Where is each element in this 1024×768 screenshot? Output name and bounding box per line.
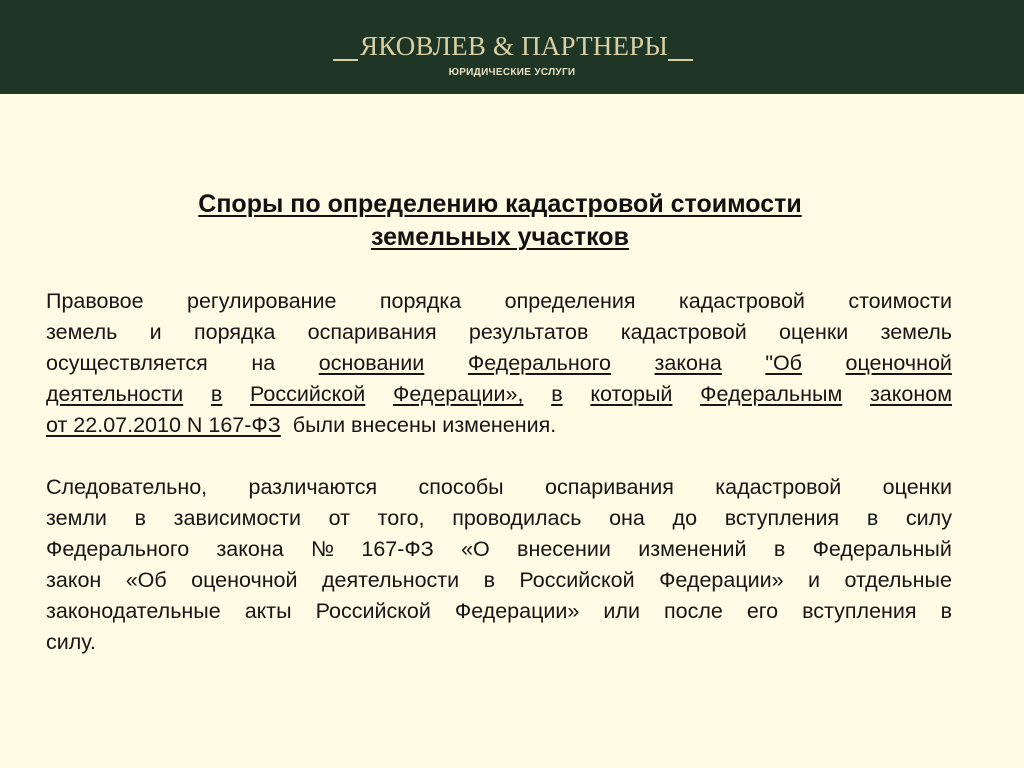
word: результатов bbox=[468, 320, 589, 344]
word: закон bbox=[46, 568, 102, 592]
word: зависимости bbox=[173, 506, 302, 530]
word: земель bbox=[880, 320, 952, 344]
brand-subtitle: ЮРИДИЧЕСКИЕ УСЛУГИ bbox=[448, 67, 576, 78]
paragraph-line bbox=[46, 596, 952, 627]
paragraph-line bbox=[46, 286, 952, 317]
word: стоимости bbox=[848, 289, 952, 313]
word: силу. bbox=[46, 630, 96, 654]
paragraph-line bbox=[46, 503, 952, 534]
word: Федерации» bbox=[454, 599, 580, 623]
word: Российской bbox=[519, 568, 635, 592]
word: законодательные bbox=[46, 599, 221, 623]
word: порядка bbox=[379, 289, 462, 313]
word: в bbox=[866, 506, 879, 530]
word: силу bbox=[905, 506, 952, 530]
law-link-word[interactable]: закона bbox=[654, 351, 722, 375]
law-link-word[interactable]: Федеральным bbox=[700, 382, 843, 406]
paragraph-dispute-methods bbox=[46, 472, 952, 658]
word: оспаривания bbox=[307, 320, 437, 344]
word: различаются bbox=[248, 475, 378, 499]
law-link-word[interactable]: оценочной bbox=[845, 351, 952, 375]
slide-title bbox=[60, 188, 940, 254]
word: и bbox=[808, 568, 821, 592]
law-link-word[interactable]: деятельности bbox=[46, 382, 184, 406]
word: оценки bbox=[779, 320, 849, 344]
paragraph-line bbox=[46, 627, 952, 658]
word: способы bbox=[418, 475, 504, 499]
word: от bbox=[328, 506, 351, 530]
word: она bbox=[609, 506, 645, 530]
paragraph-line bbox=[46, 565, 952, 596]
law-link-amendment[interactable]: от 22.07.2010 N 167-ФЗ bbox=[46, 413, 281, 437]
word: Российской bbox=[315, 599, 431, 623]
word: 167-ФЗ bbox=[361, 537, 434, 561]
law-link-word[interactable]: основании bbox=[318, 351, 425, 375]
paragraph-line bbox=[46, 348, 952, 379]
word: его bbox=[746, 599, 779, 623]
slide-title-line-1: Споры по определению кадастровой стоимости bbox=[198, 190, 802, 218]
word: определения bbox=[504, 289, 636, 313]
brand-rule-right bbox=[668, 59, 693, 61]
law-link-word[interactable]: который bbox=[590, 382, 673, 406]
word: Федерального bbox=[46, 537, 190, 561]
word: и bbox=[149, 320, 162, 344]
word: порядка bbox=[194, 320, 276, 344]
word: земли bbox=[46, 506, 107, 530]
word: кадастровой bbox=[620, 320, 747, 344]
law-link-word[interactable]: Федерального bbox=[467, 351, 611, 375]
word: закона bbox=[216, 537, 284, 561]
word: Следовательно, bbox=[46, 475, 208, 499]
brand-rule-left bbox=[333, 59, 358, 61]
word: изменений bbox=[638, 537, 747, 561]
law-link-word[interactable]: законом bbox=[869, 382, 952, 406]
word: акты bbox=[244, 599, 292, 623]
word: в bbox=[483, 568, 495, 592]
slide-title-line-2: земельных участков bbox=[371, 223, 629, 251]
law-link-word[interactable]: в bbox=[551, 382, 563, 406]
word: № bbox=[311, 537, 335, 561]
word: были внесены изменения. bbox=[292, 413, 557, 437]
paragraph-line bbox=[46, 379, 952, 410]
law-link-word[interactable]: в bbox=[210, 382, 223, 406]
word: оценочной bbox=[191, 568, 298, 592]
word: до bbox=[672, 506, 698, 530]
paragraph-legal-regulation bbox=[46, 286, 952, 441]
brand-logo bbox=[0, 30, 1024, 64]
word: внесении bbox=[517, 537, 611, 561]
paragraph-line bbox=[46, 534, 952, 565]
word: кадастровой bbox=[715, 475, 842, 499]
word: кадастровой bbox=[678, 289, 805, 313]
word: осуществляется bbox=[46, 351, 208, 375]
word: «О bbox=[461, 537, 490, 561]
paragraph-line bbox=[46, 317, 952, 348]
word: вступления bbox=[724, 506, 840, 530]
word: Правовое bbox=[46, 289, 144, 313]
word: на bbox=[251, 351, 276, 375]
paragraph-line bbox=[46, 410, 952, 441]
word: регулирование bbox=[187, 289, 337, 313]
word: в bbox=[134, 506, 146, 530]
word: того, bbox=[377, 506, 425, 530]
spacer bbox=[281, 410, 293, 441]
word: «Об bbox=[125, 568, 167, 592]
word: в bbox=[940, 599, 952, 623]
word: после bbox=[663, 599, 723, 623]
word: вступления bbox=[802, 599, 917, 623]
word: Федеральный bbox=[812, 537, 952, 561]
word: проводилась bbox=[452, 506, 582, 530]
law-link-word[interactable]: Федерации», bbox=[392, 382, 524, 406]
word: отдельные bbox=[844, 568, 952, 592]
word: земель bbox=[46, 320, 118, 344]
word: оспаривания bbox=[544, 475, 674, 499]
word: в bbox=[773, 537, 786, 561]
law-link-word[interactable]: "Об bbox=[765, 351, 802, 375]
law-link-word[interactable]: Российской bbox=[250, 382, 366, 406]
slide-header bbox=[0, 0, 1024, 94]
word: оценки bbox=[882, 475, 952, 499]
brand-name: ЯКОВЛЕВ & ПАРТНЕРЫ bbox=[360, 31, 669, 61]
paragraph-line bbox=[46, 472, 952, 503]
word: деятельности bbox=[321, 568, 460, 592]
word: или bbox=[603, 599, 640, 623]
word: Федерации» bbox=[659, 568, 784, 592]
